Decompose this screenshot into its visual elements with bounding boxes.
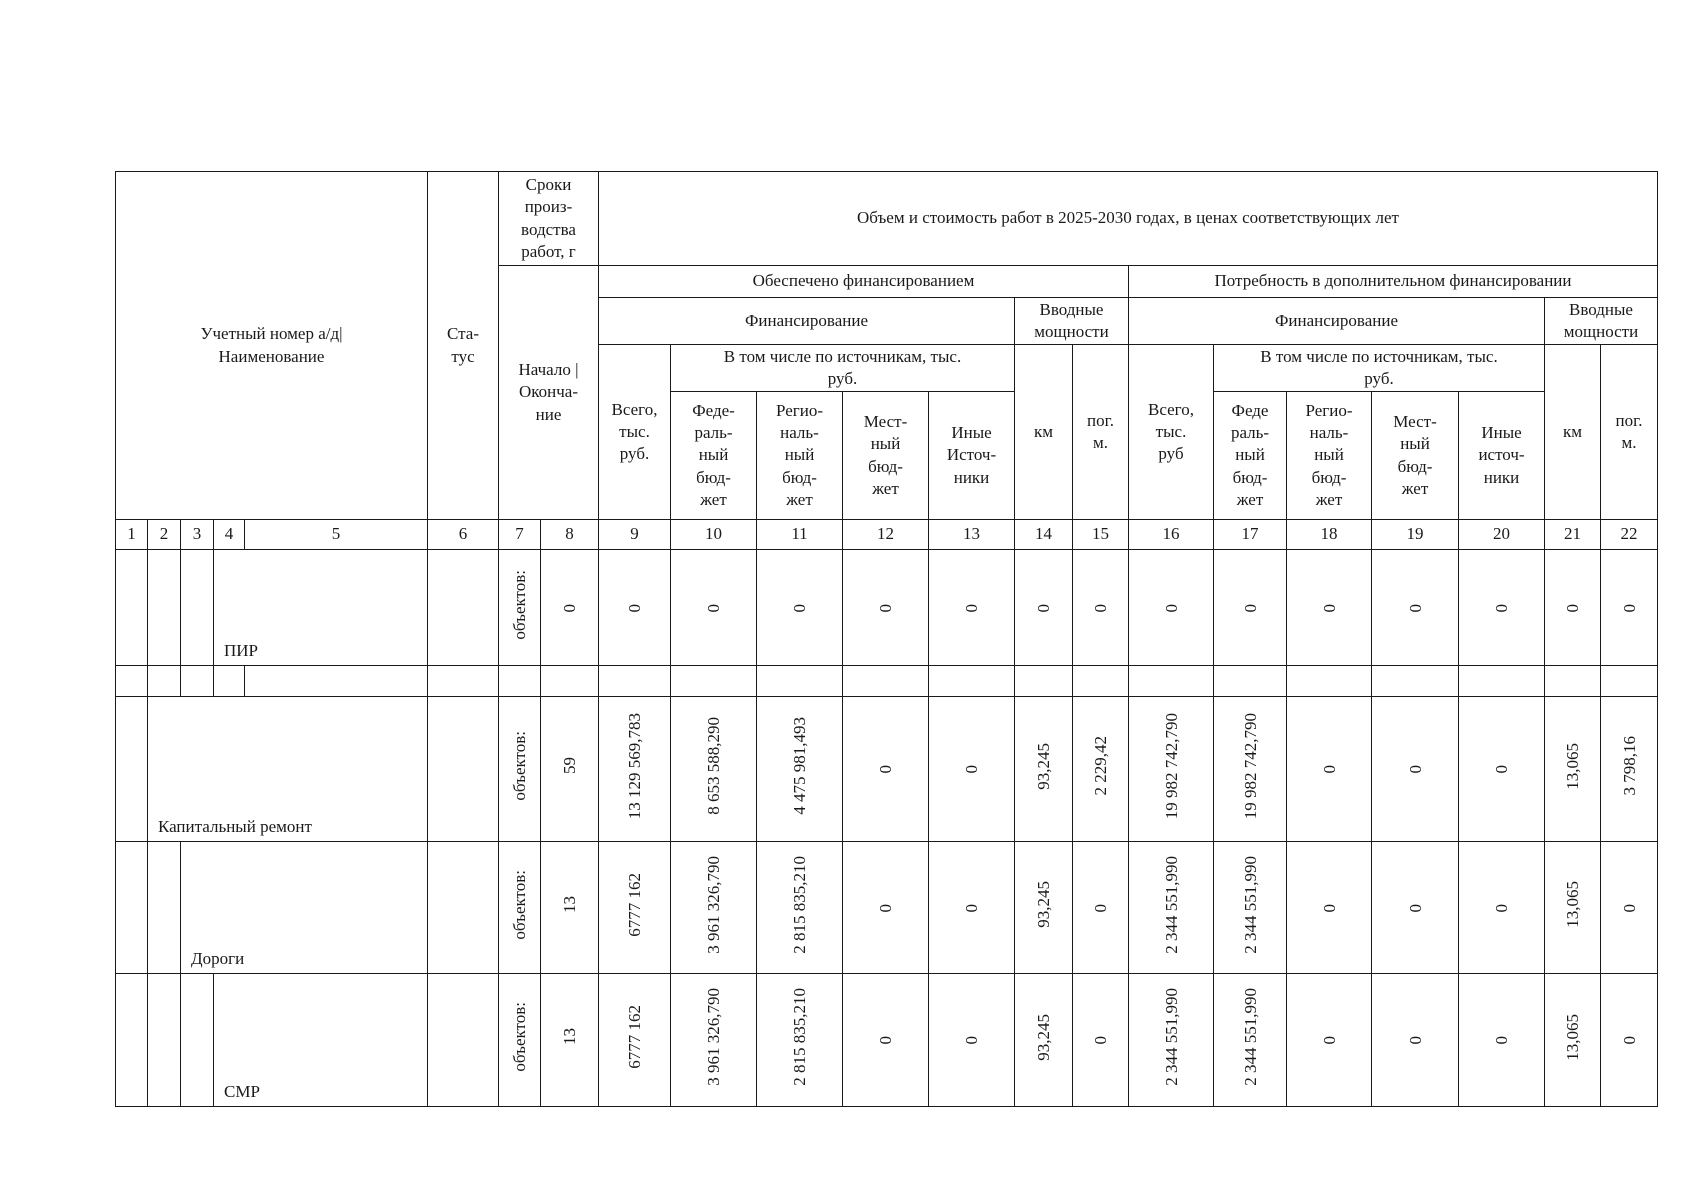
objects-label: объектов: xyxy=(499,842,541,974)
header-capacity-need: Вводные мощности xyxy=(1545,298,1658,345)
column-number: 13 xyxy=(929,520,1015,550)
value-cell: 0 xyxy=(1287,842,1372,974)
objects-count: 13 xyxy=(541,842,599,974)
row-label: ПИР xyxy=(214,550,428,666)
tree-cell xyxy=(116,697,148,842)
header-federal-need: Феде раль- ный бюд- жет xyxy=(1214,392,1287,520)
status-cell xyxy=(428,697,499,842)
value-cell: 93,245 xyxy=(1015,842,1073,974)
value-cell: 0 xyxy=(1601,974,1658,1107)
table-row xyxy=(116,550,1658,666)
column-number: 17 xyxy=(1214,520,1287,550)
value-cell: 4 475 981,493 xyxy=(757,697,843,842)
tree-cell xyxy=(148,974,181,1107)
column-numbers-row xyxy=(116,520,1658,550)
column-number: 22 xyxy=(1601,520,1658,550)
header-pogm-secured: пог. м. xyxy=(1073,345,1129,520)
header-start-end: Начало | Оконча- ние xyxy=(499,266,599,520)
value-cell: 2 815 835,210 xyxy=(757,974,843,1107)
header-account-name: Учетный номер а/д| Наименование xyxy=(116,172,428,520)
header-terms: Сроки произ- водства работ, г xyxy=(499,172,599,266)
value-cell: 0 xyxy=(1372,697,1459,842)
header-other-secured: Иные Источ- ники xyxy=(929,392,1015,520)
header-secured: Обеспечено финансированием xyxy=(599,266,1129,298)
column-number: 8 xyxy=(541,520,599,550)
value-cell: 0 xyxy=(599,550,671,666)
header-total-secured: Всего, тыс. руб. xyxy=(599,345,671,520)
value-cell: 0 xyxy=(1459,697,1545,842)
header-km-secured: км xyxy=(1015,345,1073,520)
value-cell: 0 xyxy=(843,697,929,842)
value-cell: 13,065 xyxy=(1545,974,1601,1107)
value-cell: 0 xyxy=(1073,550,1129,666)
tree-cell xyxy=(116,974,148,1107)
header-other-need: Иные источ- ники xyxy=(1459,392,1545,520)
column-number: 6 xyxy=(428,520,499,550)
header-volume-title: Объем и стоимость работ в 2025-2030 годах, в ценах соответствующих лет xyxy=(599,172,1658,266)
value-cell: 0 xyxy=(1459,842,1545,974)
status-cell xyxy=(428,842,499,974)
objects-count: 0 xyxy=(541,550,599,666)
value-cell: 0 xyxy=(1129,550,1214,666)
value-cell: 0 xyxy=(1372,974,1459,1107)
value-cell: 2 229,42 xyxy=(1073,697,1129,842)
column-number: 10 xyxy=(671,520,757,550)
column-number: 5 xyxy=(245,520,428,550)
column-number: 7 xyxy=(499,520,541,550)
value-cell: 0 xyxy=(671,550,757,666)
status-cell xyxy=(428,974,499,1107)
value-cell: 3 798,16 xyxy=(1601,697,1658,842)
column-number: 2 xyxy=(148,520,181,550)
column-number: 1 xyxy=(116,520,148,550)
value-cell: 93,245 xyxy=(1015,697,1073,842)
status-cell xyxy=(428,550,499,666)
value-cell: 0 xyxy=(843,974,929,1107)
value-cell: 0 xyxy=(1601,550,1658,666)
column-number: 21 xyxy=(1545,520,1601,550)
value-cell: 0 xyxy=(1459,974,1545,1107)
value-cell: 3 961 326,790 xyxy=(671,842,757,974)
spacer-row xyxy=(116,666,1658,697)
header-local-need: Мест- ный бюд- жет xyxy=(1372,392,1459,520)
column-number: 3 xyxy=(181,520,214,550)
objects-count: 59 xyxy=(541,697,599,842)
value-cell: 0 xyxy=(1372,550,1459,666)
objects-label: объектов: xyxy=(499,697,541,842)
tree-cell xyxy=(148,550,181,666)
header-capacity-secured: Вводные мощности xyxy=(1015,298,1129,345)
objects-label: объектов: xyxy=(499,974,541,1107)
value-cell: 93,245 xyxy=(1015,974,1073,1107)
value-cell: 13 129 569,783 xyxy=(599,697,671,842)
value-cell: 19 982 742,790 xyxy=(1214,697,1287,842)
value-cell: 19 982 742,790 xyxy=(1129,697,1214,842)
header-financing-secured: Финансирование xyxy=(599,298,1015,345)
value-cell: 0 xyxy=(1287,974,1372,1107)
value-cell: 0 xyxy=(929,974,1015,1107)
value-cell: 2 344 551,990 xyxy=(1214,842,1287,974)
column-number: 14 xyxy=(1015,520,1073,550)
column-number: 9 xyxy=(599,520,671,550)
works-volume-table xyxy=(115,171,1658,1107)
value-cell: 0 xyxy=(1601,842,1658,974)
value-cell: 0 xyxy=(1287,697,1372,842)
header-regional-secured: Регио- наль- ный бюд- жет xyxy=(757,392,843,520)
value-cell: 0 xyxy=(843,550,929,666)
value-cell: 2 344 551,990 xyxy=(1129,974,1214,1107)
objects-label: объектов: xyxy=(499,550,541,666)
value-cell: 0 xyxy=(843,842,929,974)
value-cell: 6777 162 xyxy=(599,842,671,974)
tree-cell xyxy=(181,974,214,1107)
value-cell: 2 815 835,210 xyxy=(757,842,843,974)
header-need: Потребность в дополнительном финансировании xyxy=(1129,266,1658,298)
header-status: Ста- тус xyxy=(428,172,499,520)
tree-cell xyxy=(116,550,148,666)
value-cell: 0 xyxy=(1545,550,1601,666)
value-cell: 13,065 xyxy=(1545,697,1601,842)
value-cell: 0 xyxy=(929,697,1015,842)
table-row xyxy=(116,697,1658,842)
tree-cell xyxy=(181,550,214,666)
row-label: Капитальный ремонт xyxy=(148,697,428,842)
header-local-secured: Мест- ный бюд- жет xyxy=(843,392,929,520)
header-regional-need: Регио- наль- ный бюд- жет xyxy=(1287,392,1372,520)
column-number: 11 xyxy=(757,520,843,550)
header-km-need: км xyxy=(1545,345,1601,520)
column-number: 15 xyxy=(1073,520,1129,550)
value-cell: 0 xyxy=(929,842,1015,974)
header-total-need: Всего, тыс. руб xyxy=(1129,345,1214,520)
header-financing-need: Финансирование xyxy=(1129,298,1545,345)
column-number: 20 xyxy=(1459,520,1545,550)
header-federal-secured: Феде- раль- ный бюд- жет xyxy=(671,392,757,520)
value-cell: 8 653 588,290 xyxy=(671,697,757,842)
value-cell: 0 xyxy=(1073,842,1129,974)
table-row xyxy=(116,974,1658,1107)
value-cell: 0 xyxy=(1073,974,1129,1107)
value-cell: 0 xyxy=(1459,550,1545,666)
header-sources-need: В том числе по источникам, тыс. руб. xyxy=(1214,345,1545,392)
column-number: 19 xyxy=(1372,520,1459,550)
value-cell: 0 xyxy=(757,550,843,666)
value-cell: 2 344 551,990 xyxy=(1214,974,1287,1107)
header-sources-secured: В том числе по источникам, тыс. руб. xyxy=(671,345,1015,392)
tree-cell xyxy=(148,842,181,974)
column-number: 12 xyxy=(843,520,929,550)
column-number: 16 xyxy=(1129,520,1214,550)
objects-count: 13 xyxy=(541,974,599,1107)
value-cell: 6777 162 xyxy=(599,974,671,1107)
tree-cell xyxy=(116,842,148,974)
column-number: 4 xyxy=(214,520,245,550)
header-pogm-need: пог. м. xyxy=(1601,345,1658,520)
value-cell: 3 961 326,790 xyxy=(671,974,757,1107)
value-cell: 0 xyxy=(1015,550,1073,666)
row-label: СМР xyxy=(214,974,428,1107)
value-cell: 13,065 xyxy=(1545,842,1601,974)
column-number: 18 xyxy=(1287,520,1372,550)
row-label: Дороги xyxy=(181,842,428,974)
value-cell: 0 xyxy=(929,550,1015,666)
table-row xyxy=(116,842,1658,974)
value-cell: 0 xyxy=(1214,550,1287,666)
value-cell: 0 xyxy=(1287,550,1372,666)
value-cell: 0 xyxy=(1372,842,1459,974)
value-cell: 2 344 551,990 xyxy=(1129,842,1214,974)
